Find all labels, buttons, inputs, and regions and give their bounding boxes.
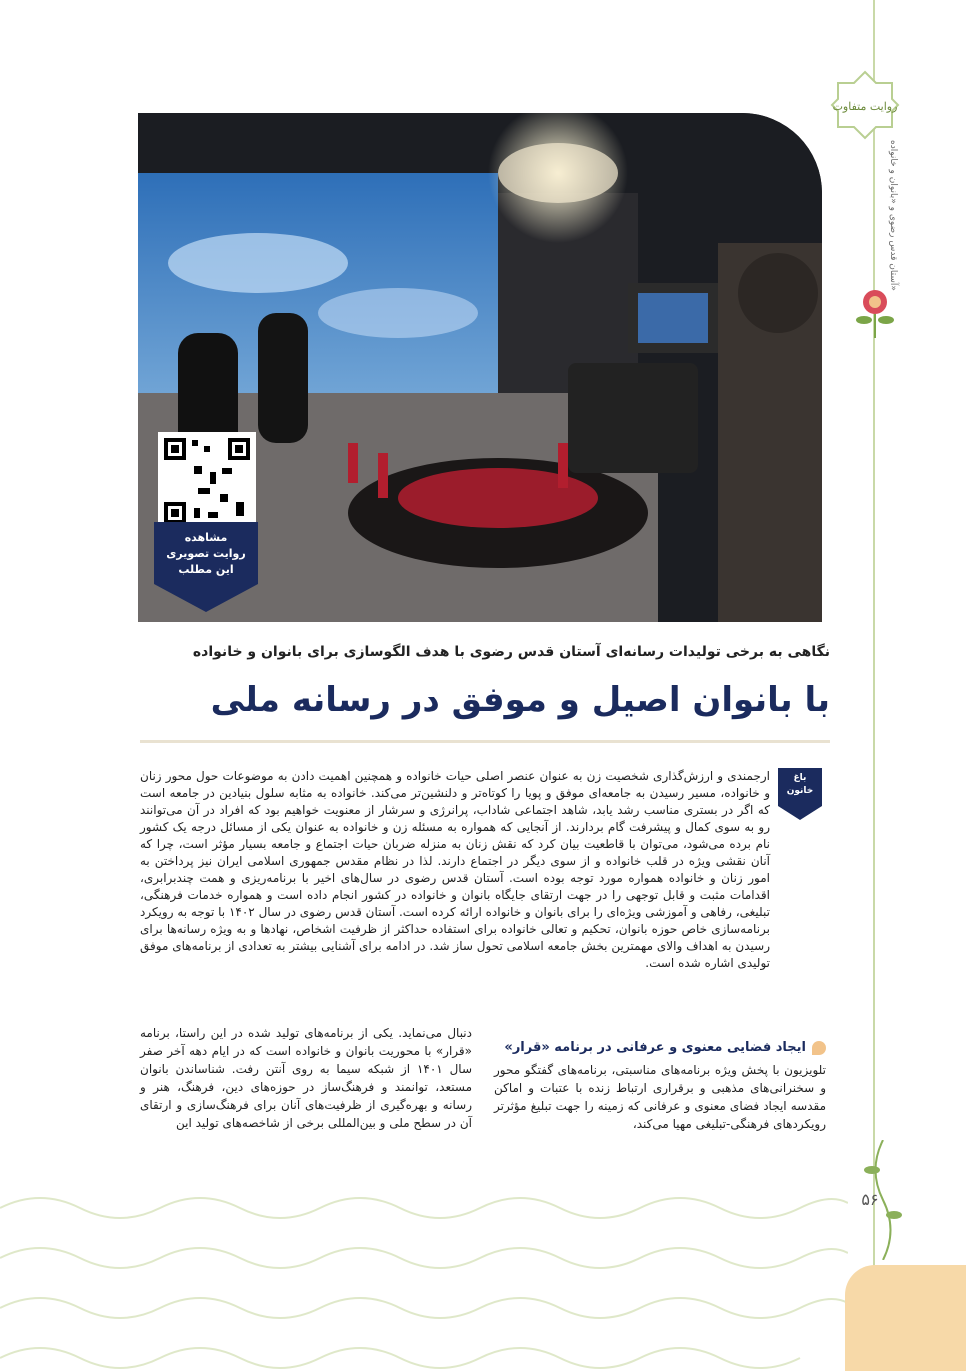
qr-code[interactable] <box>158 432 256 530</box>
badge-line1: باغ <box>793 773 807 783</box>
side-vertical-text: آستان قدس رضوی و «بانوان و خانواده» <box>888 140 898 291</box>
badge-line2: خانون <box>786 786 814 796</box>
logo-text: روایت متفاوت <box>832 100 898 113</box>
category-badge-text <box>778 772 822 808</box>
section-heading <box>494 1040 826 1055</box>
section-heading-text: ایجاد فضایی معنوی و عرفانی در برنامه «قرار» <box>504 1040 806 1055</box>
body-paragraph: ارجمندی و ارزش‌گذاری شخصیت زن به عنوان عنصر اصلی حیات خانواده و همچنین اهمیت دادن به موضوعات حول محور زنان و خانواده، مسیر رسیدن به جامعه‌ای موفق و پویا را کوتاه‌تر و دلنشین‌تر می‌کند. خانواده به مثابه سلول بنیادین در جامعه است که اگر در بستری مناسب رشد یابد، شاهد اجتماعی شاداب، پرانرژی و سرشار از معنویت خواهیم بود که افراد در آن می‌توانند رو به سوی کمال و پیشرفت گام بردارند. از آنجایی که همواره به مسئله زن و خانواده به عنوان یکی از مسائل درجه یک کشور نام برده می‌شود، می‌توان با قاطعیت بیان کرد که نقش زنان به منزله ضربان حیات اجتماع و جامعه بسیار مؤثر است، چرا که آنان نقشی ویژه در قلب خانواده و از سوی دیگر در اجتماع دارند. لذا در نظام مقدس جمهوری اسلامی ایران نیز پرداختن به امور زنان و خانواده همواره مورد توجه بوده است. آستان قدس رضوی در سال‌های اخیر با برنامه‌ریزی و همت چندبرابری، اقدامات مثبت و قابل توجهی را در جهت ارتقای جایگاه بانوان و خانواده در کشور انجام داده است و همواره خدمات فرهنگی، تبلیغی، رفاهی و آموزشی ویژه‌ای را برای بانوان و خانواده ارائه کرده است. آستان قدس رضوی در سال ۱۴۰۲ با توجه به رویکرد برنامه‌سازی خاص حوزه بانوان، تحکیم و تعالی خانواده برای استفاده حداکثر از ظرفیت اشخاص، نهادها و به ویژه رسانه‌ها برای رسیدن به اهداف والای مهمترین بخش جامعه اسلامی تحول ساز شد. در ادامه برای آشنایی بیشتر به تعدادی از برنامه‌های موفق تولیدی اشاره شده است. <box>140 769 770 970</box>
qr-caption-line1: مشاهده <box>184 531 228 544</box>
logo-badge <box>830 70 900 140</box>
page-corner-tab <box>845 1265 966 1371</box>
right-column <box>494 1040 826 1180</box>
qr-caption-line3: این مطلب <box>178 563 234 576</box>
article-subtitle: نگاهی به برخی تولیدات رسانه‌ای آستان قدس رضوی با هدف الگوسازی برای بانوان و خانواده <box>192 644 830 660</box>
article-body <box>140 768 770 1008</box>
qr-caption <box>150 530 262 590</box>
section-bullet-icon <box>812 1041 826 1055</box>
title-divider <box>140 740 830 743</box>
page-number: ۵۶ <box>861 1190 879 1209</box>
right-column-text: تلویزیون با پخش ویژه برنامه‌های مناسبتی، برنامه‌های گفتگو محور و سخنرانی‌های مذهبی و برقراری ارتباط زنده با عتبات و اماکن مقدسه ایجاد فضای معنوی و عرفانی که زمینه را جهت تبلیغ مؤثرتر رویکردهای فرهنگی-تبلیغی مهیا می‌کند، <box>494 1063 826 1131</box>
bottom-pattern <box>0 1188 848 1371</box>
left-column <box>140 1024 472 1174</box>
qr-caption-line2: روایت تصویری <box>166 547 246 560</box>
left-column-text: دنبال می‌نماید. یکی از برنامه‌های تولید شده در این راستا، برنامه «قرار» با محوریت بانوان و خانواده است که در ایام دهه آخر صفر سال ۱۴۰۱ از شبکه سیما به روی آنتن رفت. شناساندن بانوان مستعد، توانمند و فرهنگ‌ساز در حوزه‌های دین، فرهنگ، هنر و رسانه و بهره‌گیری از ظرفیت‌های آنان برای فرهنگ‌سازی و ارتقای آن در سطح ملی و بین‌المللی برخی از شاخصه‌های تولید این <box>140 1026 472 1130</box>
article-title: با بانوان اصیل و موفق در رسانه ملی <box>210 680 830 720</box>
flower-ornament-icon <box>850 280 900 340</box>
